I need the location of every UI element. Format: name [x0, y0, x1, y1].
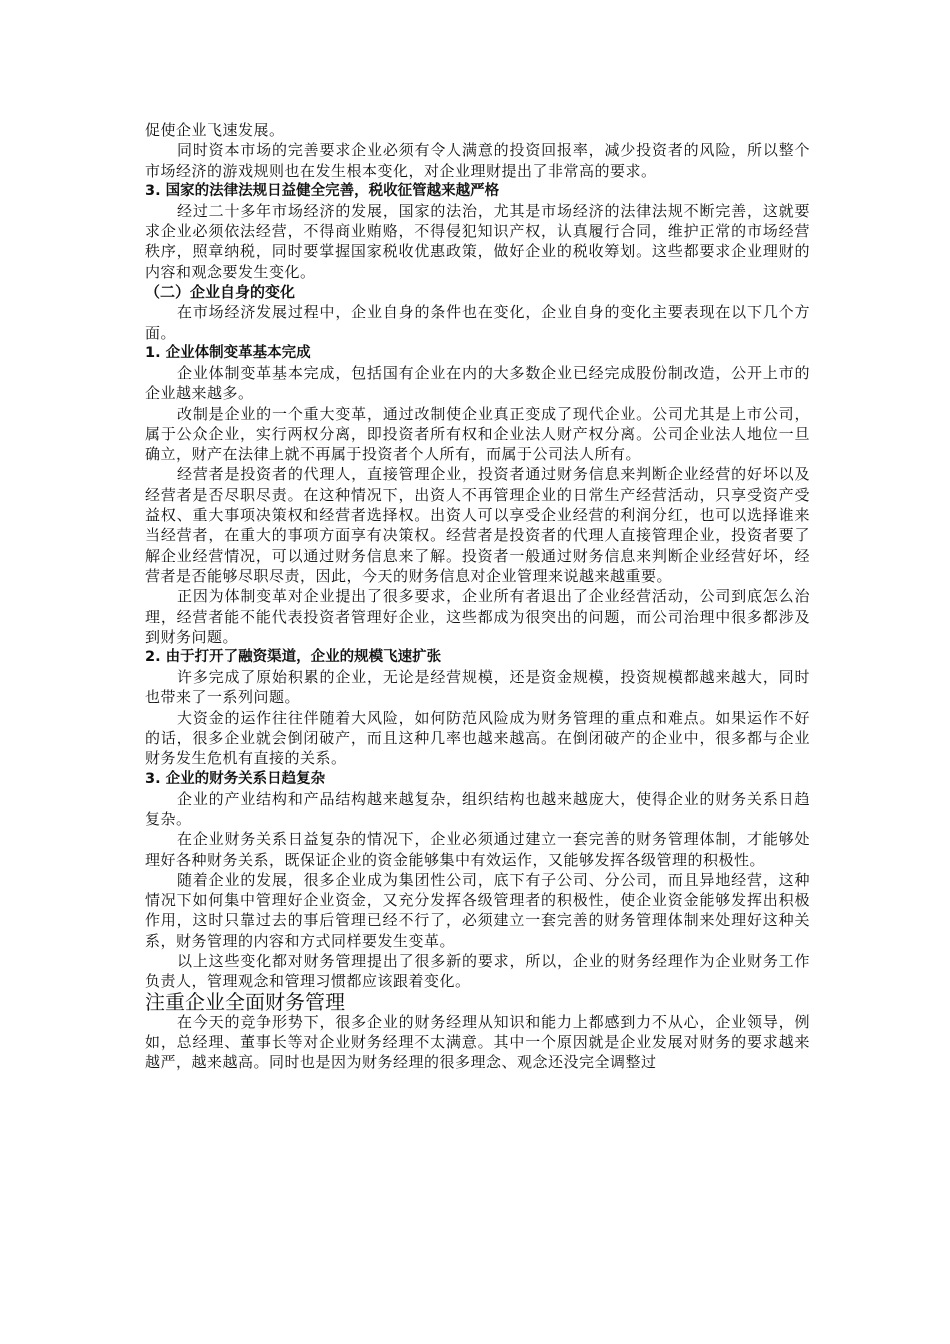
- paragraph-financing-1: 许多完成了原始积累的企业，无论是经营规模，还是资金规模，投资规模都越来越大，同时也带来了一系列问题。: [145, 668, 810, 707]
- subsection-heading-reform: 1. 企业体制变革基本完成: [145, 344, 311, 361]
- paragraph-relations-2: 在企业财务关系日益复杂的情况下，企业必须通过建立一套完善的财务管理体制，才能够处理好各种财务关系，既保证企业的资金能够集中有效运作，又能够发挥各级管理的积极性。: [145, 830, 810, 869]
- paragraph-reform-3: 经营者是投资者的代理人，直接管理企业，投资者通过财务信息来判断企业经营的好坏以及经营者是否尽职尽责。在这种情况下，出资人不再管理企业的日常生产经营活动，只享受资产受益权、重大事项决策权和经营者选择权。出资人可以享受企业经营的利润分红，也可以选择谁来当经营者，在重大的事项方面享有决策权。经营者是投资者的代理人直接管理企业，投资者要了解企业经营情况，可以通过财务信息来了解。投资者一般通过财务信息来判断企业经营好坏，经营者是否能够尽职尽责，因此，今天的财务信息对企业管理来说越来越重要。: [145, 465, 810, 585]
- paragraph-self-change-intro: 在市场经济发展过程中，企业自身的条件也在变化，企业自身的变化主要表现在以下几个方面。: [145, 303, 810, 342]
- paragraph-law: 经过二十多年市场经济的发展，国家的法治，尤其是市场经济的法律法规不断完善，这就要求企业必须依法经营，不得商业贿赂，不得侵犯知识产权，认真履行合同，维护正常的市场经营秩序，照章纳税，同时要掌握国家税收优惠政策，做好企业的税收筹划。这些都要求企业理财的内容和观念要发生变化。: [145, 201, 810, 281]
- paragraph-reform-4: 正因为体制变革对企业提出了很多要求，企业所有者退出了企业经营活动，公司到底怎么治理，经营者能不能代表投资者管理好企业，这些都成为很突出的问题，而公司治理中很多都涉及到财务问题。: [145, 587, 810, 646]
- paragraph-relations-4: 以上这些变化都对财务管理提出了很多新的要求，所以，企业的财务经理作为企业财务工作负责人，管理观念和管理习惯都应该跟着变化。: [145, 951, 810, 991]
- paragraph-chapter-intro: 在今天的竞争形势下，很多企业的财务经理从知识和能力上都感到力不从心，企业领导，例如，总经理、董事长等对企业财务经理不太满意。其中一个原因就是企业发展对财务的要求越来越严，越来越高。同时也是因为财务经理的很多理念、观念还没完全调整过: [145, 1012, 810, 1072]
- subsection-heading-financing: 2. 由于打开了融资渠道，企业的规模飞速扩张: [145, 649, 442, 666]
- paragraph-reform-2: 改制是企业的一个重大变革，通过改制使企业真正变成了现代企业。公司尤其是上市公司，属于公众企业，实行两权分离，即投资者所有权和企业法人财产权分离。公司企业法人地位一旦确立，财产在法律上就不再属于投资者个人所有，而属于公司法人所有。: [145, 404, 810, 464]
- chapter-title: 注重企业全面财务管理: [145, 989, 345, 1014]
- part-heading-self-change: （二）企业自身的变化: [145, 283, 296, 302]
- paragraph-reform-1: 企业体制变革基本完成，包括国有企业在内的大多数企业已经完成股份制改造，公开上市的企业越来越多。: [145, 363, 810, 403]
- section-heading-law: 3. 国家的法律法规日益健全完善，税收征管越来越严格: [145, 182, 500, 199]
- paragraph-financing-2: 大资金的运作往往伴随着大风险，如何防范风险成为财务管理的重点和难点。如果运作不好的话，很多企业就会倒闭破产，而且这种几率也越来越高。在倒闭破产的企业中，很多都与企业财务发生危机有直接的关系。: [145, 708, 810, 768]
- document-page: [145, 120, 810, 1073]
- paragraph-capital-market: 同时资本市场的完善要求企业必须有令人满意的投资回报率，减少投资者的风险，所以整个市场经济的游戏规则也在发生根本变化，对企业理财提出了非常高的要求。: [145, 141, 810, 180]
- paragraph-continuation: 促使企业飞速发展。: [145, 121, 285, 139]
- paragraph-relations-1: 企业的产业结构和产品结构越来越复杂，组织结构也越来越庞大，使得企业的财务关系日趋复杂。: [145, 789, 810, 828]
- subsection-heading-relations: 3. 企业的财务关系日趋复杂: [145, 770, 326, 787]
- paragraph-relations-3: 随着企业的发展，很多企业成为集团性公司，底下有子公司、分公司，而且异地经营，这种情况下如何集中管理好企业资金，又充分发挥各级管理者的积极性，使企业资金能够发挥出积极作用，这时只靠过去的事后管理已经不行了，必须建立一套完善的财务管理体制来处理好这种关系，财务管理的内容和方式同样要发生变革。: [145, 870, 810, 950]
